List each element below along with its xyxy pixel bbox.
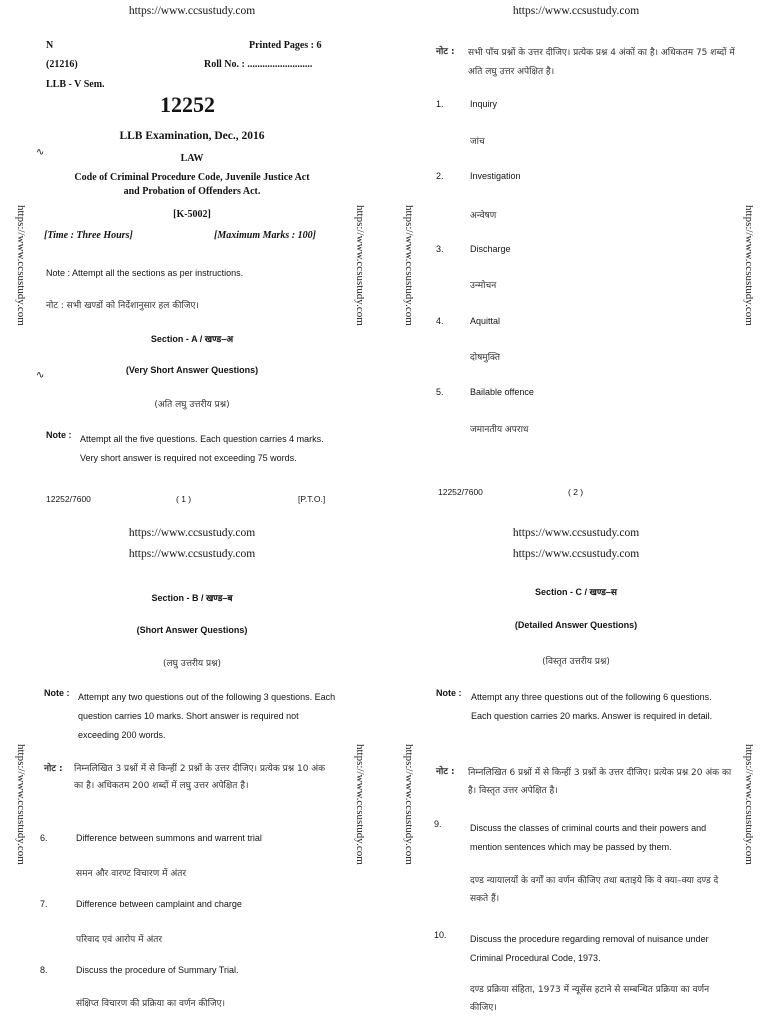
note-label-hindi: नोट :: [44, 764, 63, 774]
note-section-a-hindi: सभी पाँच प्रश्नों के उत्तर दीजिए। प्रत्येक प्रश्न 4 अंकों का है। अधिकतम 75 शब्दों में अति लघु उत्तर अपेक्षित है।: [468, 48, 735, 77]
section-a-heading: Section - A / खण्ड–अ: [150, 334, 234, 344]
question-text: Discharge: [470, 244, 511, 254]
semester: LLB - V Sem.: [46, 79, 105, 90]
question-number: 7.: [40, 899, 48, 909]
watermark-url-vertical-left: https://www.ccsustudy.com: [15, 744, 27, 865]
paper-code-k: [K-5002]: [173, 209, 211, 220]
section-b-subheading: (Short Answer Questions): [136, 625, 248, 635]
question-number: 10.: [434, 930, 447, 940]
printed-pages: Printed Pages : 6: [249, 40, 322, 51]
watermark-url-vertical-right: https://www.ccsustudy.com: [354, 744, 366, 865]
roll-no: Roll No. : ..........................: [204, 59, 313, 70]
question-number: 1.: [436, 99, 444, 109]
question-number: 5.: [436, 387, 444, 397]
question-text: Difference between summons and warrent trial: [76, 833, 262, 843]
note-label: Note :: [436, 688, 462, 698]
footer-code: 12252/7600: [46, 494, 91, 504]
question-text-hindi: समन और वारण्ट विचारण में अंतर: [76, 869, 187, 879]
section-b-subheading-hindi: (लघु उत्तरीय प्रश्न): [162, 659, 222, 669]
question-text-hindi: संक्षिप्त विचारण की प्रक्रिया का वर्णन कीजिए।: [76, 999, 226, 1009]
page-2: [384, 0, 768, 512]
note-section-b-hindi: निम्नलिखित 3 प्रश्नों में से किन्हीं 2 प्रश्नों के उत्तर दीजिए। प्रत्येक प्रश्न 10 अंक का है। अधिकतम 200 शब्दों में लघु उत्तर अपेक्षित है।: [74, 764, 326, 791]
question-text: Discuss the procedure of Summary Trial.: [76, 965, 239, 975]
footer-code: 12252/7600: [438, 487, 483, 497]
question-text: Investigation: [470, 171, 521, 181]
note-label: Note :: [46, 430, 72, 440]
note-label-hindi: नोट :: [436, 767, 455, 777]
note-section-c: Attempt any three questions out of the following 6 questions. Each question carries 20 marks. Answer is required in detail.: [471, 692, 713, 721]
question-text: Discuss the classes of criminal courts and their powers and mention sentences which may be passed by them.: [470, 823, 707, 852]
question-text: Discuss the procedure regarding removal of nuisance under Criminal Procedural Code, 1973.: [470, 934, 709, 963]
paper-code: (21216): [46, 59, 78, 70]
watermark-url: https://www.ccsustudy.com: [512, 548, 640, 560]
time-allowed: [Time : Three Hours]: [44, 230, 133, 241]
section-c-subheading: (Detailed Answer Questions): [514, 620, 638, 630]
watermark-url-vertical-left: https://www.ccsustudy.com: [15, 205, 27, 326]
paper-title-line2: and Probation of Offenders Act.: [123, 186, 261, 197]
question-text: Aquittal: [470, 316, 501, 326]
page-4: [384, 512, 768, 1024]
question-number: 2.: [436, 171, 444, 181]
question-text-hindi: दण्ड प्रक्रिया संहिता, 1973 में न्यूसेंस हटाने से सम्बन्धित प्रक्रिया का वर्णन कीजिए।: [470, 985, 710, 1013]
question-number: 9.: [434, 819, 442, 829]
question-text-hindi: दोषमुक्ति: [470, 353, 500, 363]
subject: LAW: [180, 153, 204, 164]
section-b-heading: Section - B / खण्ड–ब: [151, 593, 233, 603]
code-n: N: [46, 40, 54, 51]
question-text: Inquiry: [470, 99, 498, 109]
question-text-hindi: दण्ड न्यायालयों के वर्गों का वर्णन कीजिए तथा बताइये कि वे क्या–क्या दण्ड दे सकते हैं।: [470, 876, 719, 904]
question-number: 8.: [40, 965, 48, 975]
note-label-hindi: नोट :: [436, 47, 455, 57]
paper-number: 12252: [160, 92, 215, 117]
watermark-url-vertical-right: https://www.ccsustudy.com: [743, 205, 755, 326]
page-1: https://www.ccsustudy.com https://www.ccsustudy.com https://www.ccsustudy.com N Printed Pages : 6 (21216) Roll No. : .......................... LLB - V Sem. 12252 LLB Examination, Dec., 2016 ∿ LAW Code of Criminal Procedure Code, Juvenile Justice Act and Probation of Offenders Act. [K-5002] [Time : Three Hours] [Maximum Marks : 100] Note : Attempt all the sections as per instructions. नोट : सभी खण्डों को निर्देशानुसार हल कीजिए। Section - A / खण्ड–अ ∿ (Very Short Answer Questions) (अति लघु उत्तरीय प्रश्न) Note : Attempt all the five questions. Each question carries 4 marks. Very short answer is required not exceeding 75 words. 12252/7600 ( 1 ) [P.T.O.]: [0, 0, 384, 512]
question-number: 3.: [436, 244, 444, 254]
max-marks: [Maximum Marks : 100]: [214, 230, 316, 241]
watermark-url-vertical-left: https://www.ccsustudy.com: [403, 744, 415, 865]
footer-pto: [P.T.O.]: [298, 494, 326, 504]
question-text-hindi: जमानतीय अपराध: [470, 425, 529, 435]
note-sections: Note : Attempt all the sections as per instructions.: [46, 268, 244, 278]
note-section-c-hindi: निम्नलिखित 6 प्रश्नों में से किन्हीं 3 प्रश्नों के उत्तर दीजिए। प्रत्येक प्रश्न 20 अंक का है। विस्तृत उत्तर अपेक्षित है।: [468, 768, 732, 796]
footer-page-number: ( 1 ): [176, 494, 192, 504]
question-text-hindi: जांच: [470, 137, 485, 147]
footer-page-number: ( 2 ): [568, 487, 584, 497]
watermark-url: https://www.ccsustudy.com: [128, 548, 256, 560]
section-c-heading: Section - C / खण्ड–स: [534, 587, 618, 597]
page-3: [0, 512, 384, 1024]
paper-title-line1: Code of Criminal Procedure Code, Juvenile Justice Act: [74, 172, 310, 183]
question-text: Difference between camplaint and charge: [76, 899, 242, 909]
section-c-subheading-hindi: (विस्तृत उत्तरीय प्रश्न): [542, 657, 610, 667]
question-number: 6.: [40, 833, 48, 843]
note-sections-hindi: नोट : सभी खण्डों को निर्देशानुसार हल कीजिए।: [46, 301, 199, 311]
watermark-url: https://www.ccsustudy.com: [128, 527, 256, 539]
question-text-hindi: परिवाद एवं आरोप में अंतर: [76, 935, 163, 945]
question-number: 4.: [436, 316, 444, 326]
section-a-subheading: (Very Short Answer Questions): [125, 365, 259, 375]
watermark-url-vertical-left: https://www.ccsustudy.com: [403, 205, 415, 326]
section-a-subheading-hindi: (अति लघु उत्तरीय प्रश्न): [154, 400, 230, 410]
note-section-a: Attempt all the five questions. Each question carries 4 marks. Very short answer is required not exceeding 75 words.: [80, 434, 324, 463]
note-section-b: Attempt any two questions out of the following 3 questions. Each question carries 10 marks. Short answer is required not exceeding 200 words.: [78, 692, 336, 740]
question-text-hindi: अन्वेषण: [470, 211, 497, 221]
question-text: Bailable offence: [470, 387, 534, 397]
note-label: Note :: [44, 688, 70, 698]
watermark-url-top: https://www.ccsustudy.com: [512, 5, 640, 17]
watermark-url-vertical-right: https://www.ccsustudy.com: [354, 205, 366, 326]
watermark-url: https://www.ccsustudy.com: [512, 527, 640, 539]
watermark-url-vertical-right: https://www.ccsustudy.com: [743, 744, 755, 865]
exam-title: LLB Examination, Dec., 2016: [119, 130, 265, 142]
question-text-hindi: उन्मोचन: [470, 281, 497, 291]
watermark-url-top: https://www.ccsustudy.com: [128, 5, 256, 17]
